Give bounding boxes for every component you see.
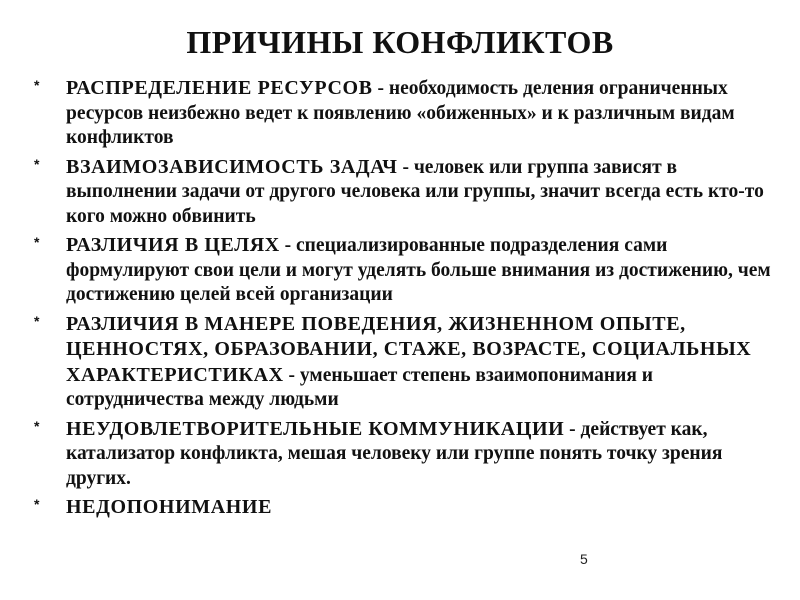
item-heading: РАЗЛИЧИЯ В МАНЕРЕ ПОВЕДЕНИЯ, ЖИЗНЕННОМ ОПЫТЕ, ЦЕННОСТЯХ, ОБРАЗОВАНИИ, СТАЖЕ, ВОЗРАСТЕ, СОЦИАЛЬНЫХ ХАРАКТЕРИСТИКАХ [66, 312, 752, 386]
slide-title: ПРИЧИНЫ КОНФЛИКТОВ [186, 24, 614, 60]
item-heading: РАЗЛИЧИЯ В ЦЕЛЯХ [66, 234, 280, 256]
asterisk-bullet-icon: * [34, 496, 40, 512]
item-description: необходимость деления ограниченных ресурсов неизбежно ведет к появлению «обиженных» и к различным видам конфликтов [66, 78, 735, 148]
list-item-goal-differences [0, 233, 800, 308]
item-description: специализированные подразделения сами формулируют свои цели и могут уделять больше внимания из достижению, чем достижению целей всей организации [66, 235, 771, 305]
causes-list [0, 76, 800, 525]
item-separator: - [564, 418, 581, 440]
item-description: человек или группа зависят в выполнении задачи от другого человека или группы, значит всегда есть кто-то кого можно обвинить [66, 156, 764, 227]
item-heading: НЕУДОВЛЕТВОРИТЕЛЬНЫЕ КОММУНИКАЦИИ [66, 417, 565, 440]
item-heading: РАСПРЕДЕЛЕНИЕ РЕСУРСОВ [66, 77, 373, 99]
asterisk-bullet-icon: * [34, 312, 40, 329]
page-number: 5 [580, 551, 588, 567]
item-description: уменьшает степень взаимопонимания и сотрудничества между людьми [66, 364, 654, 410]
list-item-task-interdependence [0, 155, 800, 230]
item-heading: НЕДОПОНИМАНИЕ [66, 496, 273, 518]
asterisk-bullet-icon: * [34, 234, 40, 250]
asterisk-bullet-icon: * [34, 77, 40, 93]
item-separator: - [283, 364, 300, 386]
item-heading: ВЗАИМОЗАВИСИМОСТЬ ЗАДАЧ [66, 155, 398, 178]
list-item-behavior-differences [0, 312, 800, 413]
item-separator: - [372, 78, 389, 99]
asterisk-bullet-icon: * [34, 417, 40, 434]
list-item-resource-allocation [0, 76, 800, 151]
item-separator: - [279, 235, 297, 256]
list-item-misunderstanding [0, 495, 800, 521]
item-description: действует как, катализатор конфликта, мешая человеку или группе понять точку зрения других. [66, 418, 723, 489]
item-separator: - [397, 156, 414, 178]
list-item-poor-communication [0, 417, 800, 492]
asterisk-bullet-icon: * [34, 155, 40, 172]
